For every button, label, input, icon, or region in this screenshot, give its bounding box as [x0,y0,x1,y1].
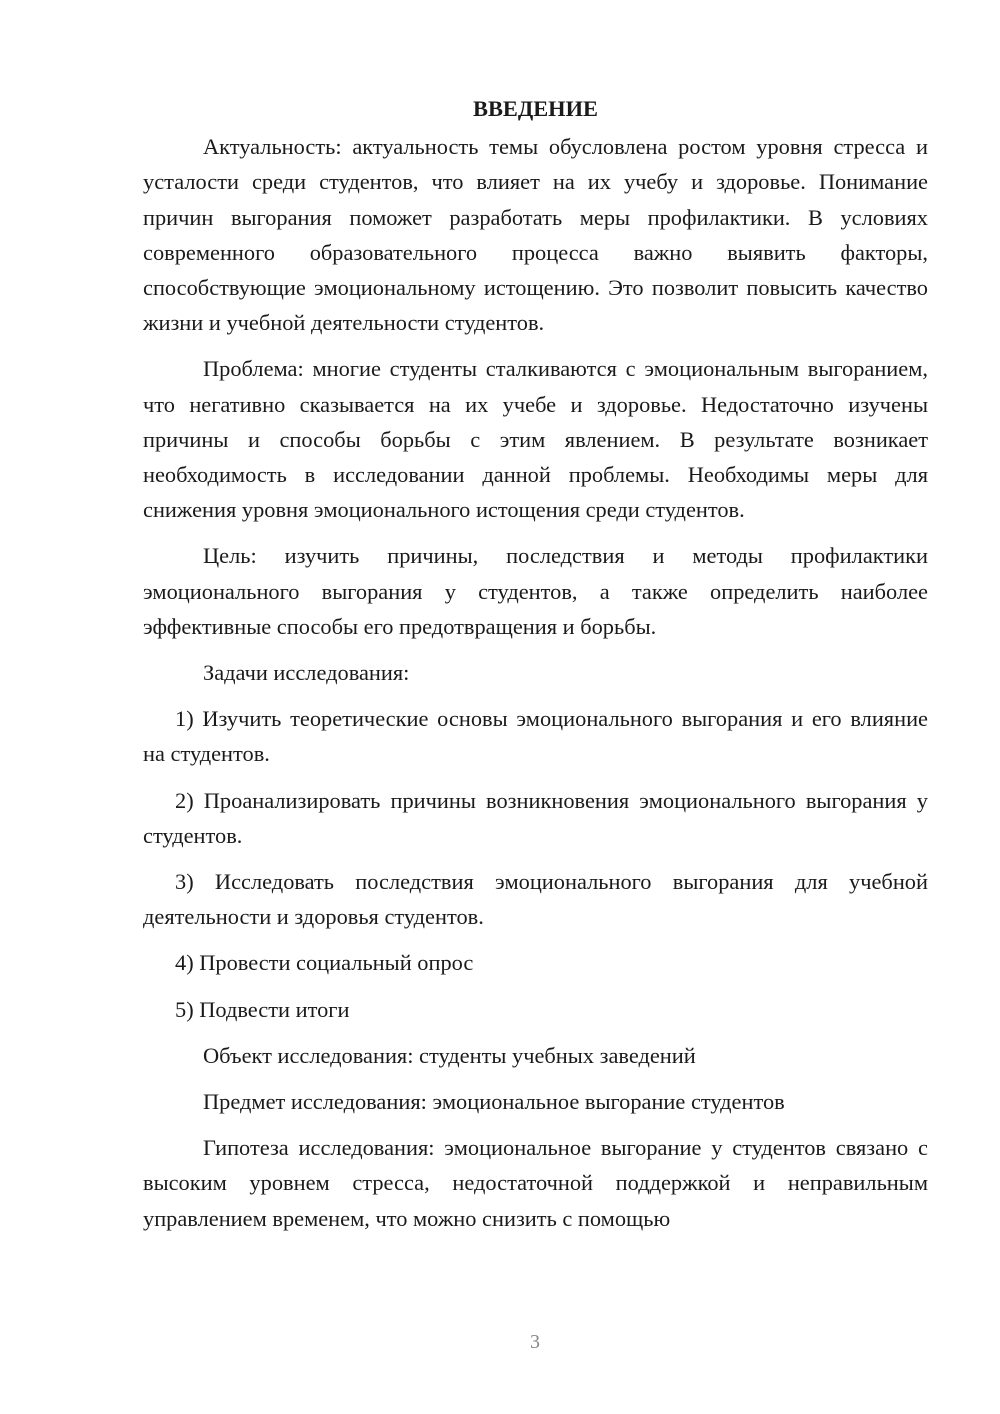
task-item-1: 1) Изучить теоретические основы эмоционального выгорания и его влияние на студентов. [143,706,928,767]
paragraph-problem: Проблема: многие студенты сталкиваются с эмоциональным выгоранием, что негативно сказывается на их учебе и здоровье. Недостаточно изучены причины и способы борьбы с этим явлением. В результате возникает необходимость в исследовании данной проблемы. Необходимы меры для снижения уровня эмоционального истощения среди студентов. [143,356,928,523]
research-object: Объект исследования: студенты учебных заведений [203,1042,696,1068]
task-item-5: 5) Подвести итоги [175,996,350,1022]
paragraph-relevance: Актуальность: актуальность темы обусловлена ростом уровня стресса и усталости среди студентов, что влияет на их учебу и здоровье. Понимание причин выгорания поможет разработать меры профилактики. В условиях современного образовательного процесса важно выявить факторы, способствующие эмоциональному истощению. Это позволит повысить качество жизни и учебной деятельности студентов. [143,134,928,336]
task-item-2: 2) Проанализировать причины возникновения эмоционального выгорания у студентов. [143,787,928,848]
research-subject: Предмет исследования: эмоциональное выгорание студентов [203,1089,785,1115]
task-item-3: 3) Исследовать последствия эмоционального выгорания для учебной деятельности и здоровья студентов. [143,869,928,930]
page-number: 3 [530,1331,540,1353]
task-item-4: 4) Провести социальный опрос [175,950,474,976]
tasks-heading: Задачи исследования: [203,660,410,686]
page-content [143,91,928,1236]
research-hypothesis: Гипотеза исследования: эмоциональное выгорание у студентов связано с высоким уровнем стресса, недостаточной поддержкой и неправильным управлением временем, что можно снизить с помощью [143,1135,928,1231]
paragraph-goal: Цель: изучить причины, последствия и методы профилактики эмоционального выгорания у студентов, а также определить наиболее эффективные способы его предотвращения и борьбы. [143,543,928,639]
section-title: ВВЕДЕНИЕ [473,96,598,121]
